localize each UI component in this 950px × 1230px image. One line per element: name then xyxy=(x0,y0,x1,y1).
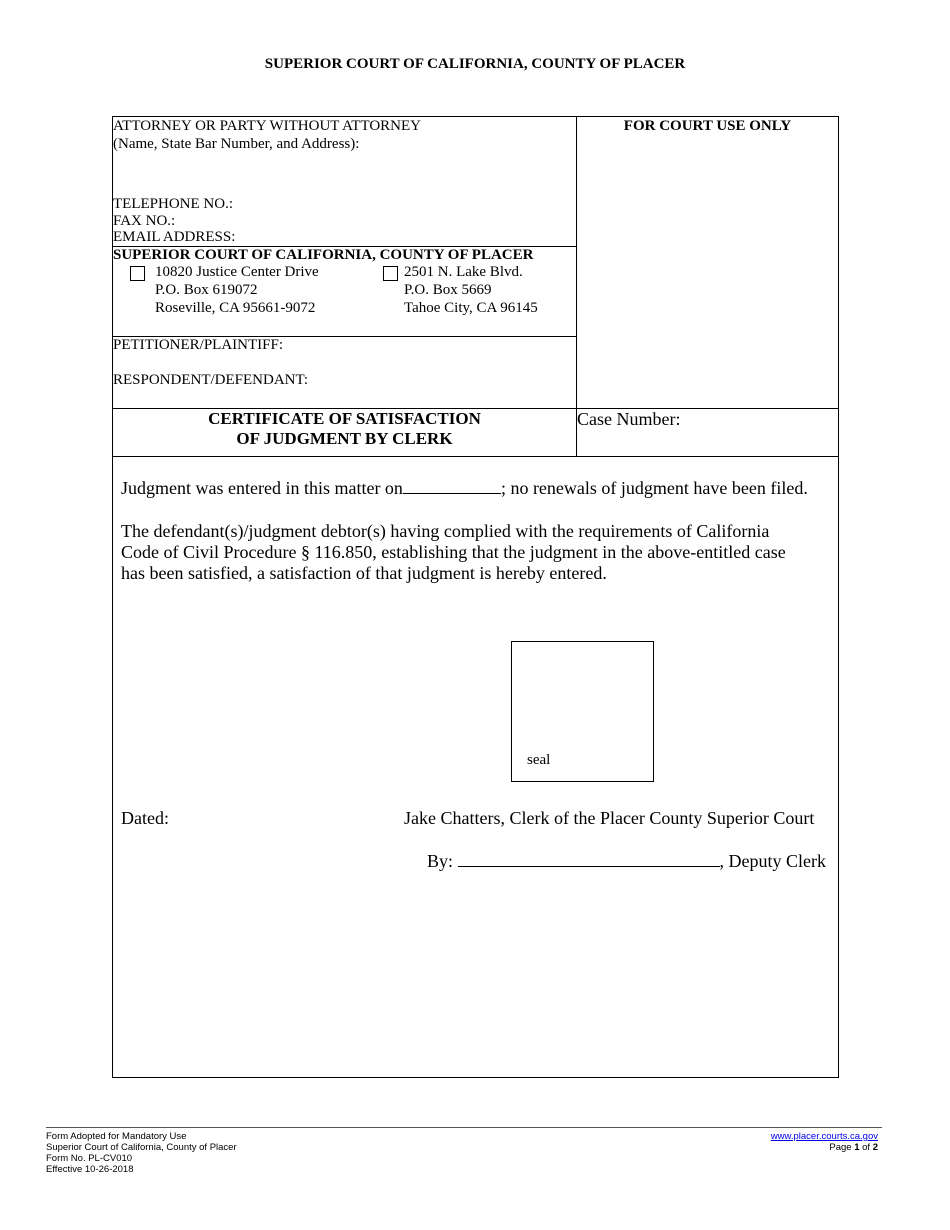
telephone-label: TELEPHONE NO.: xyxy=(113,196,233,212)
page-prefix: Page xyxy=(829,1142,855,1153)
location-roseville-address xyxy=(155,264,319,317)
email-label: EMAIL ADDRESS: xyxy=(113,229,236,245)
judgment-date-blank[interactable] xyxy=(403,478,501,494)
dated-label: Dated: xyxy=(121,808,169,828)
footer-effective-date: Effective 10-26-2018 xyxy=(46,1164,134,1175)
tahoe-po-box: P.O. Box 5669 xyxy=(404,282,492,298)
page-indicator xyxy=(771,1142,878,1153)
page-current: 1 xyxy=(854,1142,860,1153)
satisfaction-line3: has been satisfied, a satisfaction of that judgment is hereby entered. xyxy=(121,563,607,583)
attorney-subheading: (Name, State Bar Number, and Address): xyxy=(113,136,360,152)
judgment-entered-prefix: Judgment was entered in this matter on xyxy=(121,478,403,498)
location-tahoe-checkbox[interactable] xyxy=(383,266,398,281)
fax-label: FAX NO.: xyxy=(113,213,176,229)
location-tahoe-address xyxy=(404,264,538,317)
judgment-entered-statement xyxy=(121,478,808,499)
form-title-line2: OF JUDGMENT BY CLERK xyxy=(236,429,453,448)
case-number-label: Case Number: xyxy=(577,409,681,429)
attorney-heading: ATTORNEY OR PARTY WITHOUT ATTORNEY xyxy=(113,118,422,134)
form-title-line1: CERTIFICATE OF SATISFACTION xyxy=(208,409,481,428)
satisfaction-line1: The defendant(s)/judgment debtor(s) having complied with the requirements of California xyxy=(121,521,770,541)
tahoe-street: 2501 N. Lake Blvd. xyxy=(404,264,523,280)
deputy-signature-blank[interactable] xyxy=(458,851,720,867)
satisfaction-paragraph xyxy=(121,521,786,584)
by-label: By: xyxy=(427,851,458,871)
page-header-title: SUPERIOR COURT OF CALIFORNIA, COUNTY OF PLACER xyxy=(264,56,686,72)
court-heading: SUPERIOR COURT OF CALIFORNIA, COUNTY OF PLACER xyxy=(113,247,534,263)
judgment-entered-suffix: ; no renewals of judgment have been filed. xyxy=(500,478,808,498)
petitioner-label: PETITIONER/PLAINTIFF: xyxy=(113,337,283,353)
roseville-po-box: P.O. Box 619072 xyxy=(155,282,258,298)
footer-adopted: Form Adopted for Mandatory Use xyxy=(46,1131,187,1142)
footer-rule xyxy=(46,1127,882,1128)
satisfaction-line2: Code of Civil Procedure § 116.850, establishing that the judgment in the above-entitled case xyxy=(121,542,786,562)
roseville-street: 10820 Justice Center Drive xyxy=(155,264,319,280)
footer-court: Superior Court of California, County of Placer xyxy=(46,1142,237,1153)
seal-label: seal xyxy=(527,752,551,768)
location-roseville-checkbox[interactable] xyxy=(130,266,145,281)
footer-form-number: Form No. PL-CV010 xyxy=(46,1153,133,1164)
deputy-clerk-label: , Deputy Clerk xyxy=(719,851,826,871)
form-title xyxy=(113,409,576,449)
roseville-city: Roseville, CA 95661-9072 xyxy=(155,300,316,316)
clerk-name: Jake Chatters, Clerk of the Placer County Superior Court xyxy=(404,808,815,828)
court-website-link[interactable]: www.placer.courts.ca.gov xyxy=(770,1131,878,1142)
court-use-only-label: FOR COURT USE ONLY xyxy=(623,118,792,134)
deputy-clerk-line xyxy=(427,851,826,872)
tahoe-city: Tahoe City, CA 96145 xyxy=(404,300,538,316)
footer-form-info xyxy=(46,1131,237,1175)
respondent-label: RESPONDENT/DEFENDANT: xyxy=(113,372,309,388)
page-total: 2 xyxy=(872,1142,878,1153)
page-of: of xyxy=(859,1142,873,1153)
footer-right xyxy=(771,1131,878,1153)
